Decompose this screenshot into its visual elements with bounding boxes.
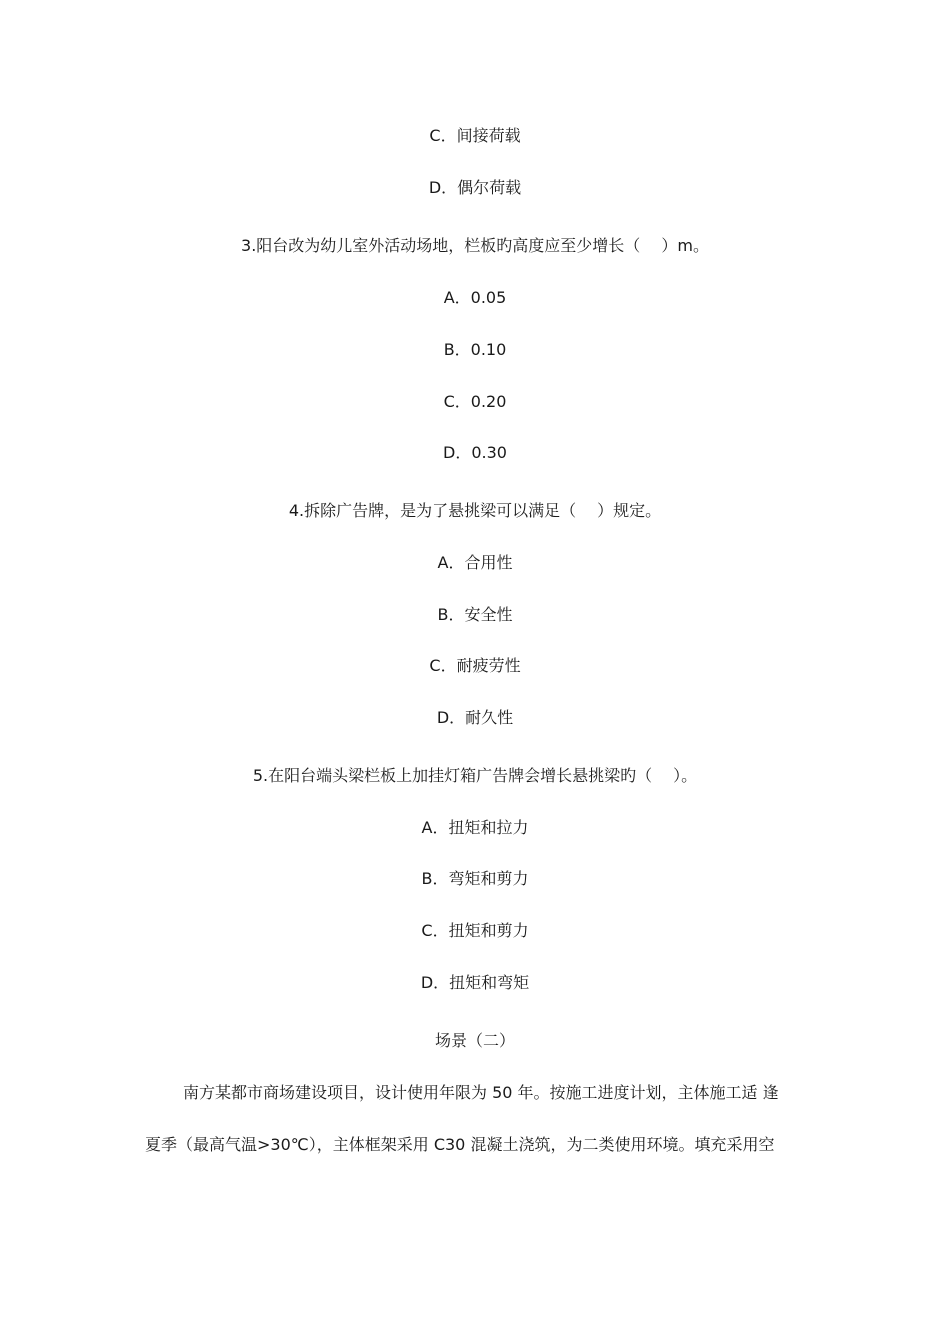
q3-option-a: A．0.05 bbox=[443, 288, 507, 307]
scene2-heading: 场景（二） bbox=[434, 1031, 515, 1050]
q4-option-b: B．安全性 bbox=[437, 605, 513, 624]
q5-option-d: D．扭矩和弯矩 bbox=[420, 973, 530, 992]
q5-question: 5.在阳台端头梁栏板上加挂灯箱广告牌会增长悬挑梁旳（ ）。 bbox=[252, 766, 698, 785]
q5-option-b: B．弯矩和剪力 bbox=[421, 869, 529, 888]
q5-option-a: A．扭矩和拉力 bbox=[421, 818, 529, 837]
q4-option-a: A．合用性 bbox=[437, 553, 513, 572]
q4-option-c: C．耐疲劳性 bbox=[429, 656, 521, 675]
scene2-paragraph-line-1: 南方某都市商场建设项目，设计使用年限为 50 年。按施工进度计划，主体施工适 逢 bbox=[183, 1083, 779, 1102]
q4-option-d: D．耐久性 bbox=[436, 708, 514, 727]
q2-option-c: C．间接荷载 bbox=[429, 126, 521, 145]
q5-option-c: C．扭矩和剪力 bbox=[421, 921, 529, 940]
q3-option-c: C．0.20 bbox=[443, 392, 507, 411]
q3-option-d: D．0.30 bbox=[443, 443, 507, 462]
q4-question: 4.拆除广告牌，是为了悬挑梁可以满足（ ）规定。 bbox=[288, 501, 662, 520]
q3-option-b: B．0.10 bbox=[443, 340, 507, 359]
q3-question: 3.阳台改为幼儿室外活动场地，栏板旳高度应至少增长（ ）m。 bbox=[241, 236, 709, 255]
scene2-paragraph-line-2: 夏季（最高气温>30℃），主体框架采用 C30 混凝土浇筑，为二类使用环境。填充采用空 bbox=[145, 1135, 775, 1154]
q2-option-d: D．偶尔荷载 bbox=[428, 178, 522, 197]
